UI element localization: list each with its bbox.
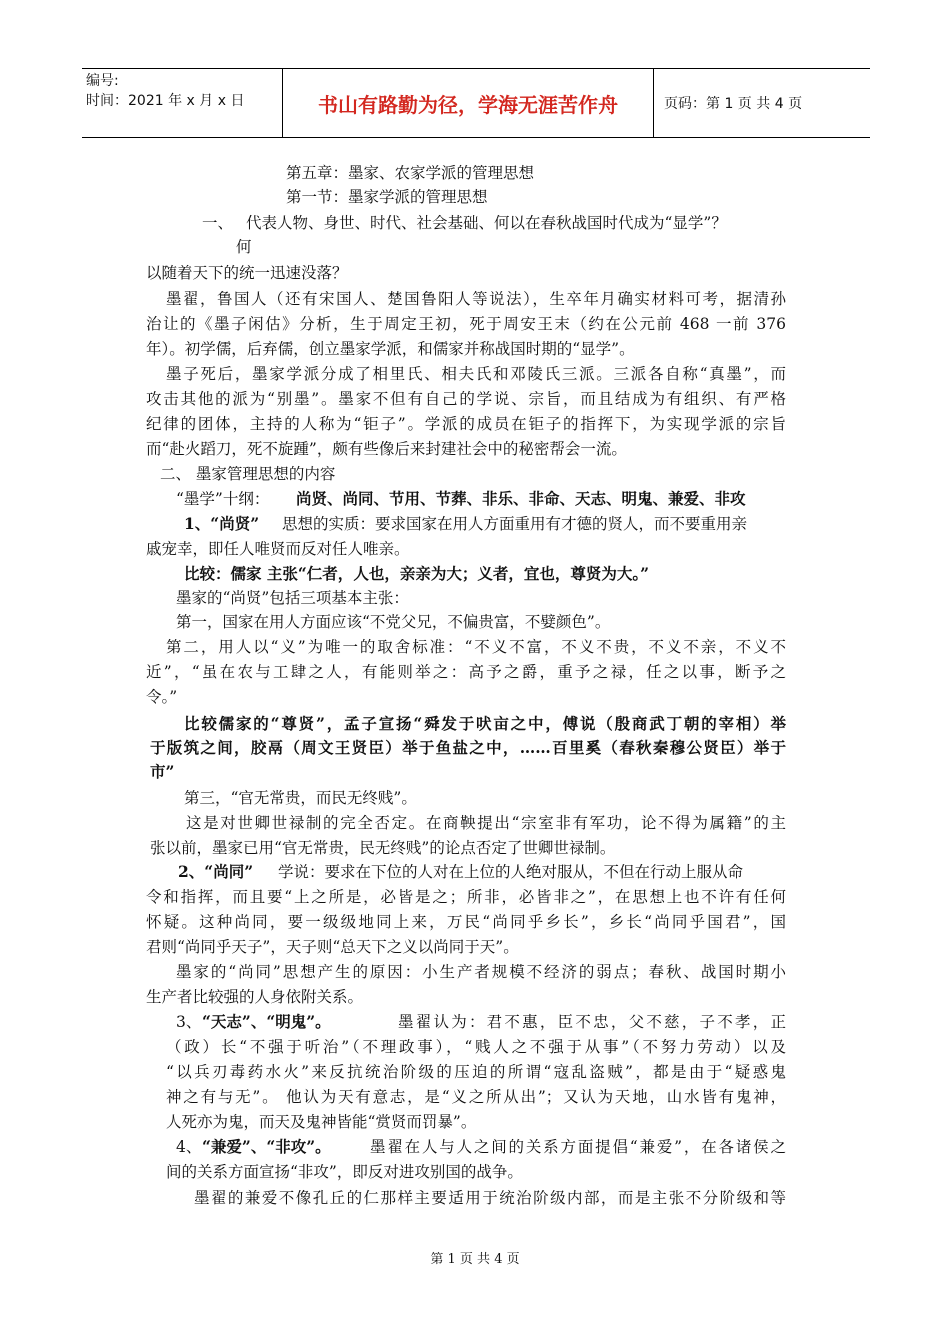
section-2-line-3: 怀疑。这种尚同，要一级级地同上来，万民“尚同乎乡长”，乡长“尚同乎国君”，国 — [146, 913, 786, 931]
section-3-line-2: （政）长“不强于听治”（不理政事），“贱人之不强于从事”（不努力劳动）以及 — [166, 1038, 786, 1056]
page-footer: 第 1 页 共 4 页 — [430, 1252, 520, 1267]
section-1-heading: 1、“尚贤” — [184, 514, 260, 533]
section-title: 第一节：墨家学派的管理思想 — [286, 188, 488, 206]
header-motto: 书山有路勤为径，学海无涯苦作舟 — [282, 69, 654, 137]
paragraph-2-line-2: 攻击其他的派为“别墨”。墨家不但有自己的学说、宗旨，而且结成为有组织、有严格 — [146, 390, 786, 408]
first-principle: 第一，国家在用人方面应该“不党父兄，不偏贵富，不嬖颜色”。 — [176, 613, 611, 631]
heading-2: 二、 墨家管理思想的内容 — [160, 465, 336, 483]
negation-line-1: 这是对世卿世禄制的完全否定。在商鞅提出“宗室非有军功，论不得为属籍”的主 — [186, 814, 786, 832]
heading-1-continuation-2: 以随着天下的统一迅速没落？ — [146, 264, 348, 282]
chapter-title: 第五章：墨家、农家学派的管理思想 — [286, 164, 535, 182]
paragraph-1-line-3: 年）。初学儒，后弃儒，创立墨家学派，和儒家并称战国时期的“显学”。 — [146, 340, 635, 358]
section-1-line-2: 戚宠幸，即任人唯贤而反对任人唯亲。 — [146, 540, 410, 558]
header-page-info: 页码：第 1 页 共 4 页 — [664, 96, 803, 112]
second-principle-line-3: 令。” — [146, 688, 178, 706]
reason-line-1: 墨家的“尚同”思想产生的原因：小生产者规模不经济的弱点；春秋、战国时期小 — [176, 963, 786, 981]
second-principle-line-1: 第二，用人以“义”为唯一的取舍标准：“不义不富，不义不贵，不义不亲，不义不 — [166, 638, 786, 656]
reason-line-2: 生产者比较强的人身依附关系。 — [146, 988, 364, 1006]
comparison-confucian-2-line-2: 于版筑之间，胶鬲（周文王贤臣）举于鱼盐之中，……百里奚（春秋秦穆公贤臣）举于 — [150, 738, 786, 757]
heading-1-text: 代表人物、身世、时代、社会基础、何以在春秋战国时代成为“显学”？ — [246, 214, 727, 232]
comparison-confucian-1: 比较：儒家 主张“仁者，人也，亲亲为大；义者，宜也，尊贤为大。” — [184, 564, 649, 583]
third-principle: 第三，“官无常贵，而民无终贱”。 — [184, 789, 417, 807]
shangxian-intro: 墨家的“尚贤”包括三项基本主张： — [176, 589, 409, 607]
number-label: 编号: — [86, 73, 119, 89]
section-4-number: 4、 — [176, 1138, 202, 1156]
date-label: 时间：2021 年 x 月 x 日 — [86, 93, 245, 109]
paragraph-2-line-1: 墨子死后，墨家学派分成了相里氏、相夫氏和邓陵氏三派。三派各自称“真墨”，而 — [166, 365, 786, 383]
comparison-confucian-2-line-1: 比较儒家的“尊贤”，孟子宣扬“舜发于吠亩之中，傅说（殷商武丁朝的宰相）举 — [184, 714, 786, 733]
section-1-line-1: 思想的实质：要求国家在用人方面重用有才德的贤人，而不要重用亲 — [282, 515, 748, 533]
section-2-line-2: 令和指挥，而且要“上之所是，必皆是之；所非，必皆非之”，在思想上也不许有任何 — [146, 888, 786, 906]
section-2-heading: 2、“尚同” — [178, 862, 254, 881]
heading-1-number: 一、 — [202, 214, 234, 232]
header-left-cell — [82, 69, 282, 137]
paragraph-2-line-3: 纪律的团体，主持的人称为“钜子”。学派的成员在钜子的指挥下，为实现学派的宗旨 — [146, 415, 786, 433]
section-4-heading: “兼爱”、“非攻”。 — [202, 1137, 331, 1156]
last-paragraph-line-1: 墨翟的兼爱不像孔丘的仁那样主要适用于统治阶级内部，而是主张不分阶级和等 — [194, 1189, 786, 1207]
negation-line-2: 张以前，墨家已用“官无常贵，民无终贱”的论点否定了世卿世禄制。 — [150, 839, 616, 857]
heading-1-continuation: 何 — [236, 238, 252, 256]
ten-principles-list: 尚贤、尚同、节用、节葬、非乐、非命、天志、明鬼、兼爱、非攻 — [296, 489, 746, 508]
section-3-line-3: “以兵刃毒药水火”来反抗统治阶级的压迫的所谓“寇乱盗贼”，都是由于“疑惑鬼 — [166, 1063, 786, 1081]
section-3-line-1: 墨翟认为：君不惠，臣不忠，父不慈，子不孝，正 — [398, 1013, 786, 1031]
section-3-line-4: 神之有与无”。 他认为天有意志，是“义之所从出”；又认为天地，山水皆有鬼神， — [166, 1088, 786, 1106]
section-2-line-4: 君则“尚同乎天子”，天子则“总天下之义以尚同于天”。 — [146, 938, 519, 956]
header-table — [82, 68, 870, 138]
section-3-line-5: 人死亦为鬼，而天及鬼神皆能“赏贤而罚暴”。 — [166, 1113, 477, 1131]
second-principle-line-2: 近”，“虽在农与工肆之人，有能则举之：高予之爵，重予之禄，任之以事，断予之 — [146, 663, 786, 681]
paragraph-1-line-2: 治让的《墨子闲估》分析，生于周定王初，死于周安王末（约在公元前 468 一前 376 — [146, 315, 786, 333]
section-4-line-2: 间的关系方面宣扬“非攻”，即反对进攻别国的战争。 — [166, 1163, 523, 1181]
section-3-heading: “天志”、“明鬼”。 — [202, 1012, 331, 1031]
section-4-line-1: 墨翟在人与人之间的关系方面提倡“兼爱”，在各诸侯之 — [370, 1138, 786, 1156]
paragraph-1-line-1: 墨翟，鲁国人（还有宋国人、楚国鲁阳人等说法），生卒年月确实材料可考，据清孙 — [166, 290, 786, 308]
ten-principles-prefix: “墨学”十纲： — [176, 490, 270, 508]
section-3-number: 3、 — [176, 1013, 202, 1031]
comparison-confucian-2-line-3: 市” — [150, 762, 175, 781]
section-2-line-1: 学说：要求在下位的人对在上位的人绝对服从，不但在行动上服从命 — [278, 863, 744, 881]
paragraph-2-line-4: 而“赴火蹈刀，死不旋踵”，颇有些像后来封建社会中的秘密帮会一流。 — [146, 440, 627, 458]
